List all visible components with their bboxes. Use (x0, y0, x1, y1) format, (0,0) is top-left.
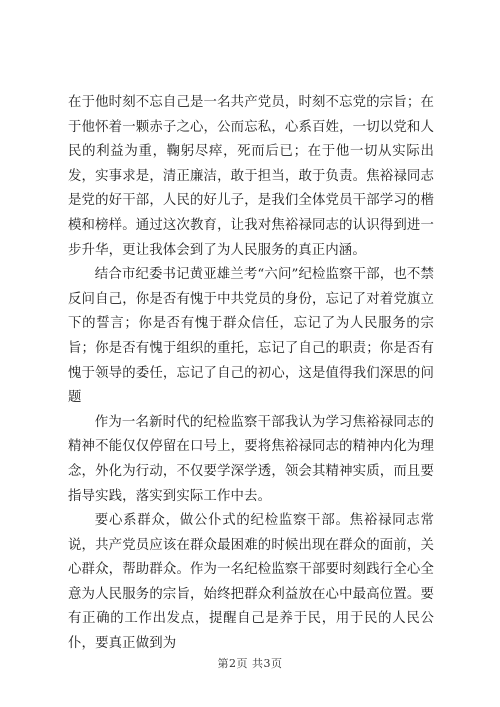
paragraph-1: 在于他时刻不忘自己是一名共产党员，时刻不忘党的宗旨；在于他怀着一颗赤子之心，公而忘私，心系百姓，一切以党和人民的利益为重，鞠躬尽瘁，死而后已；在于他一切从实际出发，实事求是，清正廉洁，敢于担当，敢于负责。焦裕禄同志是党的好干部，人民的好儿子，是我们全体党员干部学习的楷模和榜样。通过这次教育，让我对焦裕禄同志的认识得到进一步升华，更让我体会到了为人民服务的真正内涵。 (68, 95, 434, 258)
paragraph-4: 要心系群众，做公仆式的纪检监察干部。焦裕禄同志常说，共产党员应该在群众最困难的时候出现在群众的面前，关心群众，帮助群众。作为一名纪检监察干部要时刻践行全心全意为人民服务的宗旨，始终把群众利益放在心中最高位置。要有正确的工作出发点，提醒自己是养于民，用于民的人民公仆，要真正做到为 (68, 513, 434, 652)
page-number-footer: 第2页 共3页 (217, 657, 283, 670)
paragraph-2: 结合市纪委书记黄亚雄兰考“六问”纪检监察干部，也不禁反问自己，你是否有愧于中共党员的身份，忘记了对着党旗立下的誓言；你是否有愧于群众信任，忘记了为人民服务的宗旨；你是否有愧于组织的重托，忘记了自己的职责；你是否有愧于领导的委任，忘记了自己的初心，这是值得我们深思的问题 (68, 267, 434, 406)
paragraph-3: 作为一名新时代的纪检监察干部我认为学习焦裕禄同志的精神不能仅仅停留在口号上，要将焦裕禄同志的精神内化为理念，外化为行动，不仅要学深学透，领会其精神实质，而且要指导实践，落实到实际工作中去。 (68, 414, 434, 504)
document-body (68, 91, 434, 657)
